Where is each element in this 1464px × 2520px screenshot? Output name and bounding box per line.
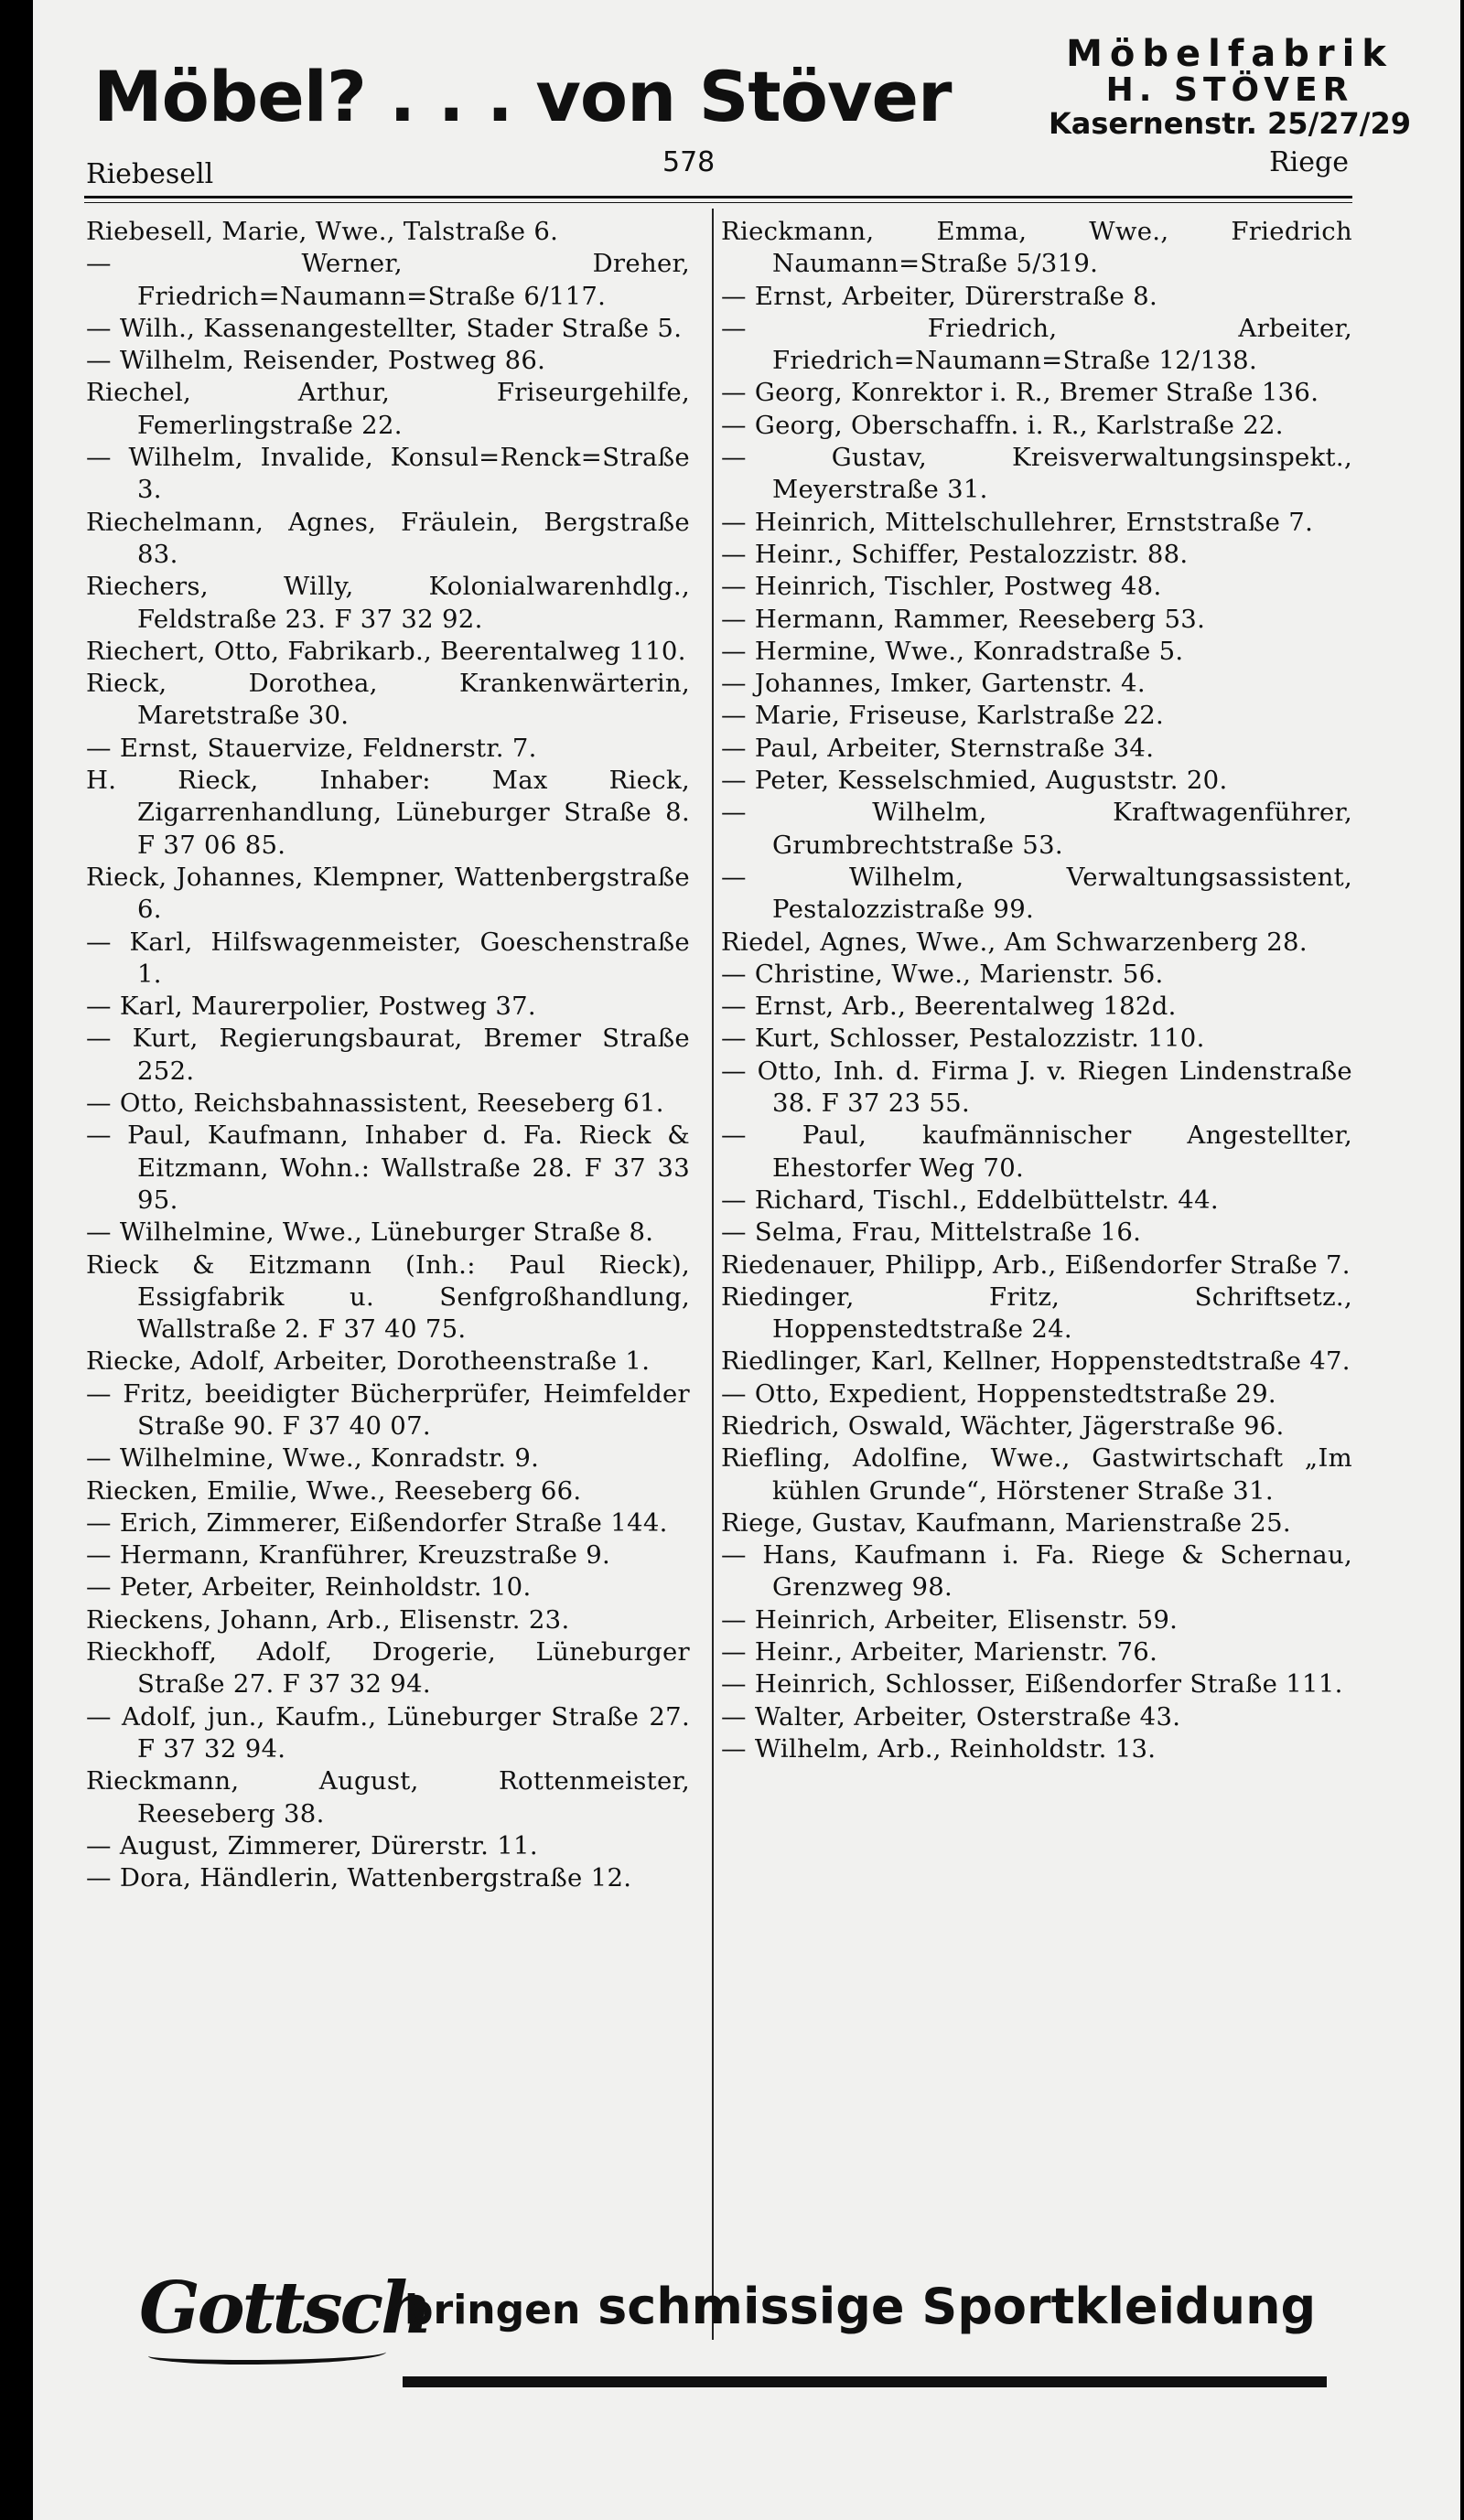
- ad-company-name: Möbelfabrik: [1066, 33, 1394, 75]
- directory-entry: — Georg, Konrektor i. R., Bremer Straße 136.: [721, 378, 1319, 408]
- directory-entry: — Wilhelm, Arb., Reinholdstr. 13.: [721, 1733, 1157, 1764]
- directory-entry: — Heinrich, Arbeiter, Elisenstr. 59.: [721, 1604, 1179, 1635]
- directory-entry: Riechert, Otto, Fabrikarb., Beerentalweg 110.: [86, 636, 686, 666]
- directory-entry: — Adolf, jun., Kaufm., Lüneburger Straße 27. F 37 32 94.: [86, 1701, 690, 1764]
- directory-entry: — Heinr., Arbeiter, Marienstr. 76.: [721, 1637, 1158, 1667]
- directory-entry: — Richard, Tischl., Eddelbüttelstr. 44.: [721, 1185, 1219, 1215]
- directory-entry: Rieck, Johannes, Klempner, Wattenbergstraße 6.: [86, 862, 690, 925]
- directory-entry: — Otto, Expedient, Hoppenstedtstraße 29.: [721, 1378, 1276, 1409]
- directory-entry: Rieckmann, Emma, Wwe., Friedrich Naumann=Straße 5/319.: [721, 217, 1352, 279]
- ad-owner-name: H. STÖVER: [1105, 71, 1354, 110]
- ad-slogan: [404, 2278, 1316, 2335]
- directory-entry: — August, Zimmerer, Dürerstr. 11.: [86, 1830, 538, 1861]
- directory-entry: — Hans, Kaufmann i. Fa. Riege & Schernau, Grenzweg 98.: [721, 1540, 1352, 1603]
- directory-entry: Riecke, Adolf, Arbeiter, Dorotheenstraße 1.: [86, 1346, 651, 1377]
- directory-entry: — Selma, Frau, Mittelstraße 16.: [721, 1217, 1142, 1248]
- directory-entry: — Heinrich, Schlosser, Eißendorfer Straße 111.: [721, 1669, 1343, 1700]
- directory-entry: Rieck, Dorothea, Krankenwärterin, Maretstraße 30.: [86, 669, 690, 731]
- directory-entry: — Karl, Hilfswagenmeister, Goeschenstraße 1.: [86, 927, 690, 989]
- directory-entry: Riedinger, Fritz, Schriftsetz., Hoppenstedtstraße 24.: [721, 1281, 1352, 1345]
- header-rule-thin: [84, 202, 1352, 203]
- directory-entry: Rieckens, Johann, Arb., Elisenstr. 23.: [86, 1604, 570, 1635]
- directory-entry: — Werner, Dreher, Friedrich=Naumann=Straße 6/117.: [86, 249, 690, 311]
- sportswear-advertisement: [139, 2259, 1438, 2360]
- directory-entry: — Christine, Wwe., Marienstr. 56.: [721, 959, 1164, 989]
- directory-entry: H. Rieck, Inhaber: Max Rieck, Zigarrenhandlung, Lüneburger Straße 8. F 37 06 85.: [86, 766, 690, 860]
- directory-entry: — Ernst, Stauervize, Feldnerstr. 7.: [86, 733, 537, 763]
- directory-entry: — Karl, Maurerpolier, Postweg 37.: [86, 992, 536, 1022]
- ad-company-block: [1049, 35, 1411, 139]
- directory-entry: — Dora, Händlerin, Wattenbergstraße 12.: [86, 1863, 632, 1893]
- directory-entry: Rieckmann, August, Rottenmeister, Reeseberg 38.: [86, 1766, 690, 1828]
- directory-entry: — Wilhelm, Verwaltungsassistent, Pestalozzistraße 99.: [721, 862, 1352, 925]
- header-rule: [84, 196, 1352, 198]
- directory-entry: — Friedrich, Arbeiter, Friedrich=Naumann=Straße 12/138.: [721, 313, 1352, 376]
- left-column: [86, 216, 690, 1894]
- page-number: 578: [662, 146, 716, 178]
- directory-page: [33, 0, 1460, 2520]
- directory-entry: — Georg, Oberschaffn. i. R., Karlstraße 22.: [721, 410, 1284, 440]
- directory-entry: — Gustav, Kreisverwaltungsinspekt., Meyerstraße 31.: [721, 443, 1352, 505]
- directory-entry: — Wilhelmine, Wwe., Lüneburger Straße 8.: [86, 1217, 654, 1248]
- directory-entry: — Fritz, beeidigter Bücherprüfer, Heimfelder Straße 90. F 37 40 07.: [86, 1378, 690, 1441]
- directory-entry: — Ernst, Arb., Beerentalweg 182d.: [721, 992, 1177, 1022]
- directory-entry: — Wilhelm, Kraftwagenführer, Grumbrechtstraße 53.: [721, 798, 1352, 860]
- column-divider: [712, 209, 714, 2340]
- directory-entry: — Otto, Inh. d. Firma J. v. Riegen Lindenstraße 38. F 37 23 55.: [721, 1056, 1352, 1119]
- directory-entry: — Paul, Arbeiter, Sternstraße 34.: [721, 733, 1155, 763]
- directory-entry: — Marie, Friseuse, Karlstraße 22.: [721, 701, 1165, 731]
- directory-entry: — Johannes, Imker, Gartenstr. 4.: [721, 669, 1146, 699]
- running-header: [86, 146, 1349, 192]
- directory-entry: — Hermine, Wwe., Konradstraße 5.: [721, 636, 1184, 666]
- directory-entry: Rieck & Eitzmann (Inh.: Paul Rieck), Essigfabrik u. Senfgroßhandlung, Wallstraße 2. F 37 40 75.: [86, 1249, 690, 1345]
- brand-logo: [139, 2263, 430, 2364]
- directory-entry: Riedel, Agnes, Wwe., Am Schwarzenberg 28.: [721, 927, 1308, 957]
- header-first-entry: Riebesell: [86, 158, 214, 190]
- directory-entry: — Wilhelm, Reisender, Postweg 86.: [86, 346, 546, 376]
- brand-logo-text: Gottsch: [139, 2267, 430, 2350]
- directory-entry: Riege, Gustav, Kaufmann, Marienstraße 25.: [721, 1507, 1291, 1538]
- directory-entry: — Hermann, Rammer, Reeseberg 53.: [721, 604, 1206, 634]
- directory-entry: Riechel, Arthur, Friseurgehilfe, Femerlingstraße 22.: [86, 378, 690, 440]
- footer-rule: [403, 2376, 1327, 2387]
- directory-entry: Riefling, Adolfine, Wwe., Gastwirtschaft „Im kühlen Grunde“, Hörstener Straße 31.: [721, 1443, 1352, 1506]
- ad-address: Kasernenstr. 25/27/29: [1048, 105, 1411, 141]
- directory-entry: Riechers, Willy, Kolonialwarenhdlg., Feldstraße 23. F 37 32 92.: [86, 572, 690, 634]
- directory-entry: Riebesell, Marie, Wwe., Talstraße 6.: [86, 217, 559, 246]
- ad-slogan-verb: bringen: [404, 2287, 581, 2333]
- directory-entry: Riechelmann, Agnes, Fräulein, Bergstraße 83.: [86, 507, 690, 569]
- directory-entry: — Erich, Zimmerer, Eißendorfer Straße 144.: [86, 1507, 668, 1538]
- directory-entry: Rieckhoff, Adolf, Drogerie, Lüneburger Straße 27. F 37 32 94.: [86, 1637, 690, 1700]
- directory-entry: — Kurt, Schlosser, Pestalozzistr. 110.: [721, 1024, 1205, 1054]
- directory-entry: — Wilhelm, Invalide, Konsul=Renck=Straße 3.: [86, 443, 690, 505]
- directory-entry: — Heinrich, Mittelschullehrer, Ernststraße 7.: [721, 507, 1314, 537]
- ad-slogan-main: schmissige Sportkleidung: [597, 2278, 1317, 2335]
- right-column: [721, 216, 1352, 1765]
- directory-entry: Riedlinger, Karl, Kellner, Hoppenstedtstraße 47.: [721, 1346, 1351, 1377]
- directory-entry: Riedrich, Oswald, Wächter, Jägerstraße 96.: [721, 1410, 1285, 1441]
- directory-entry: — Ernst, Arbeiter, Dürerstraße 8.: [721, 281, 1157, 311]
- ad-headline: Möbel? . . . von Stöver: [93, 56, 952, 137]
- directory-entry: Riecken, Emilie, Wwe., Reeseberg 66.: [86, 1475, 582, 1506]
- directory-entry: — Peter, Kesselschmied, Auguststr. 20.: [721, 766, 1228, 796]
- directory-entry: — Peter, Arbeiter, Reinholdstr. 10.: [86, 1572, 532, 1603]
- directory-entry: — Kurt, Regierungsbaurat, Bremer Straße 252.: [86, 1024, 690, 1086]
- directory-entry: — Wilhelmine, Wwe., Konradstr. 9.: [86, 1443, 540, 1474]
- directory-entry: — Paul, Kaufmann, Inhaber d. Fa. Rieck & Eitzmann, Wohn.: Wallstraße 28. F 37 33 95.: [86, 1121, 690, 1215]
- directory-entry: — Heinrich, Tischler, Postweg 48.: [721, 572, 1162, 602]
- logo-swash: [148, 2343, 386, 2365]
- directory-entry: — Wilh., Kassenangestellter, Stader Straße 5.: [86, 313, 683, 343]
- directory-entry: — Otto, Reichsbahnassistent, Reeseberg 61.: [86, 1088, 664, 1119]
- directory-entry: — Hermann, Kranführer, Kreuzstraße 9.: [86, 1540, 611, 1571]
- directory-entry: — Paul, kaufmännischer Angestellter, Ehestorfer Weg 70.: [721, 1121, 1352, 1183]
- directory-entry: — Walter, Arbeiter, Osterstraße 43.: [721, 1701, 1181, 1732]
- directory-entry: Riedenauer, Philipp, Arb., Eißendorfer Straße 7.: [721, 1249, 1351, 1280]
- header-last-entry: Riege: [1269, 146, 1349, 178]
- directory-entry: — Heinr., Schiffer, Pestalozzistr. 88.: [721, 539, 1189, 569]
